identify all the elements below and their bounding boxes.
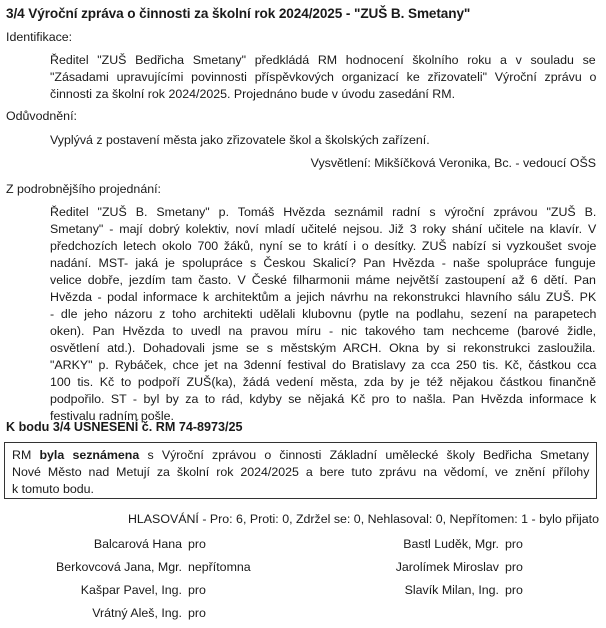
voting-votes-right xyxy=(505,536,565,605)
discussion-line: - dle jeho názoru z toho architekti udělali klubovnu (pytle na podlahu, sezení na parapetech xyxy=(50,307,597,321)
identification-line: "Zásadami upravujícími povinnosti příspěvkových organizací ke zřizovateli" Výroční zprávu o xyxy=(50,70,597,84)
resolution-heading: K bodu 3/4 USNESENÍ č. RM 74-8973/25 xyxy=(6,420,243,434)
member-name: Slavík Milan, Ing. xyxy=(404,583,499,597)
member-vote: pro xyxy=(188,606,206,620)
discussion-line: podpořilo. ST - byl by za to rád, kdyby se nějaká Kč pro to našla. Pan Hvězda informace k xyxy=(50,392,597,406)
discussion-line: osvětlení atd.). Dohadovali jsme se s městským ARCH. Okna by si rekonstrukci zasloužila. xyxy=(50,341,596,355)
member-vote: pro xyxy=(505,583,523,597)
resolution-bold-phrase: byla seznámena xyxy=(39,448,140,462)
justification-label: Odůvodnění: xyxy=(6,109,77,123)
member-name: Berkovcová Jana, Mgr. xyxy=(55,560,182,574)
discussion-line: velice dobře, jezdím tam často. V České filharmonii máme největší zastoupení až 6 dětí. Pan xyxy=(50,273,596,287)
member-name: Balcarová Hana xyxy=(93,537,182,551)
discussion-label: Z podrobnějšího projednání: xyxy=(6,182,161,196)
member-vote: nepřítomna xyxy=(188,560,251,574)
member-vote: pro xyxy=(188,537,206,551)
resolution-line: k tomuto bodu. xyxy=(12,482,94,496)
resolution-line-rest: s Výroční zprávou o činnosti Základní umělecké školy Bedřicha Smetany xyxy=(139,448,589,462)
voting-summary: HLASOVÁNÍ - Pro: 6, Proti: 0, Zdržel se: 0, Nehlasoval: 0, Nepřítomen: 1 - bylo přijato xyxy=(127,512,599,526)
member-name: Jarolímek Miroslav xyxy=(395,560,499,574)
discussion-line: festivalu radním pošle. xyxy=(50,409,174,423)
resolution-box xyxy=(4,442,597,499)
discussion-line: Smetany" - mají dobrý kolektiv, noví mladí učitelé nejsou. Již 3 roky shání učitele na klavír. V xyxy=(50,222,597,236)
identification-text xyxy=(50,52,596,103)
discussion-line: předchozích letech okolo 700 žáků, nyní se to krátí i o desítky. ZUŠ nabízí si vyzkoušet svoje xyxy=(50,239,597,253)
discussion-line: oken). Pan Hvězda to uvedl na pravou míru - nic takového tam nechceme (barové židle, xyxy=(50,324,597,338)
discussion-line: "ARKY" p. Rybáček, chce jet na 3denní festival do Bratislavy za cca 250 tis. Kč, částkou cca xyxy=(50,358,597,372)
explained-by: Vysvětlení: Mikšíčková Veronika, Bc. - vedoucí OŠS xyxy=(310,156,596,170)
member-vote: pro xyxy=(188,583,206,597)
voting-names-right xyxy=(299,536,499,605)
identification-line: Ředitel "ZUŠ Bedřicha Smetany" předkládá RM hodnocení školního roku a v souladu se xyxy=(50,53,596,67)
resolution-line xyxy=(12,447,589,464)
identification-line: činnosti za školní rok 2024/2025. Projednáno bude v úvodu zasedání RM. xyxy=(50,87,456,101)
discussion-line: 100 tis. Kč to podpoří ZUŠ(ka), žádá vedení města, zda by je též nějakou částkou finančně xyxy=(50,375,596,389)
member-vote: pro xyxy=(505,537,523,551)
resolution-text xyxy=(12,447,589,498)
voting-names-left xyxy=(0,536,182,628)
discussion-line: nadání. MST- jaká je spolupráce s Českou Skalicí? Pan Hvězda - naše spolupráce funguje xyxy=(50,256,596,270)
voting-votes-left xyxy=(188,536,308,628)
identification-label: Identifikace: xyxy=(6,30,73,44)
discussion-text xyxy=(50,204,596,425)
member-name: Kašpar Pavel, Ing. xyxy=(80,583,182,597)
member-vote: pro xyxy=(505,560,523,574)
resolution-prefix: RM xyxy=(12,448,40,462)
member-name: Vrátný Aleš, Ing. xyxy=(92,606,182,620)
discussion-line: Hvězda - podal informace k architektům a jejich návrhu na rekonstrukci hlavního sálu ZUŠ. PK xyxy=(50,290,597,304)
agenda-item-title: 3/4 Výroční zpráva o činnosti za školní rok 2024/2025 - "ZUŠ B. Smetany" xyxy=(6,6,471,21)
justification-text: Vyplývá z postavení města jako zřizovatele škol a školských zařízení. xyxy=(50,133,430,147)
resolution-line: Nové Město nad Metují za školní rok 2024/2025 a bere tuto zprávu na vědomí, ve znění přílohy xyxy=(12,465,590,479)
discussion-line: Ředitel "ZUŠ B. Smetany" p. Tomáš Hvězda seznámil radní s výroční zprávou "ZUŠ B. xyxy=(50,205,597,219)
member-name: Bastl Luděk, Mgr. xyxy=(403,537,499,551)
